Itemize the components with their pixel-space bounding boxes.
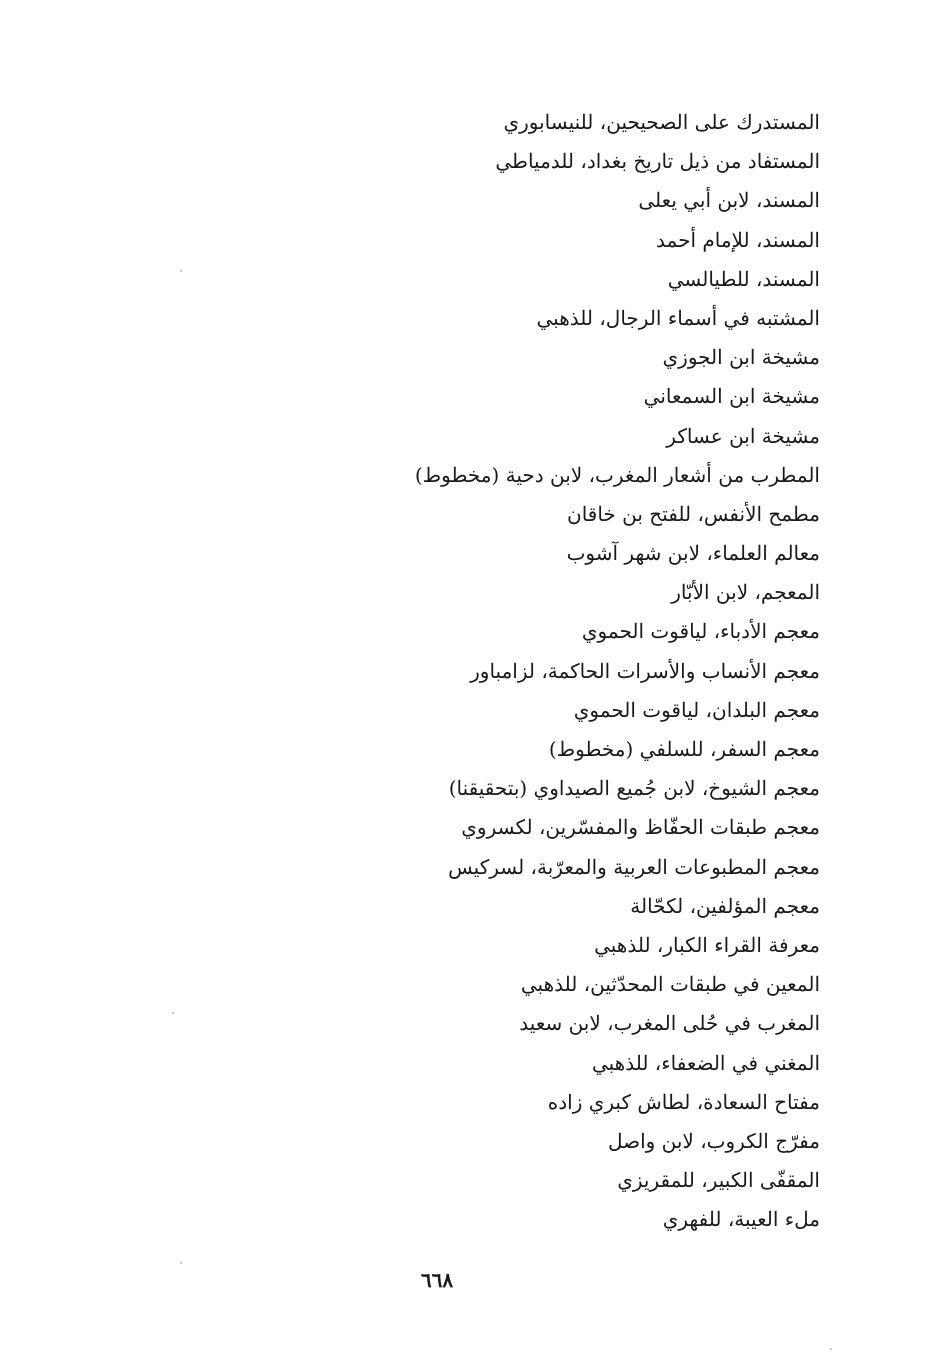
bibliography-entry: مفرّج الكروب، لابن واصل [607, 1128, 820, 1153]
bibliography-entry: مشيخة ابن السمعاني [643, 384, 820, 409]
page-number: ٦٦٨ [420, 1268, 454, 1292]
bibliography-entry: معجم البلدان، لياقوت الحموي [573, 697, 820, 722]
bibliography-entry: المسند، للطيالسي [667, 266, 820, 291]
scan-speck [180, 1262, 182, 1264]
bibliography-entry: معجم الأنساب والأسرات الحاكمة، لزامباور [470, 658, 820, 683]
bibliography-entry: معجم الأدباء، لياقوت الحموي [581, 619, 820, 644]
bibliography-entry: معجم الشيوخ، لابن جُميع الصيداوي (بتحقيقنا) [448, 776, 820, 801]
bibliography-entry: مشيخة ابن عساكر [666, 423, 820, 448]
bibliography-entry: مفتاح السعادة، لطاش كبري زاده [547, 1089, 820, 1114]
bibliography-entry: معرفة القراء الكبار، للذهبي [594, 932, 820, 957]
bibliography-entry: معالم العلماء، لابن شهر آشوب [566, 541, 820, 566]
scan-speck [830, 1348, 832, 1350]
bibliography-entry: المستفاد من ذيل تاريخ بغداد، للدمياطي [495, 149, 820, 174]
bibliography-entry: المقفّى الكبير، للمقريزي [617, 1168, 820, 1193]
bibliography-entry: المغني في الضعفاء، للذهبي [591, 1050, 820, 1075]
scan-speck [172, 1012, 174, 1014]
bibliography-entry: المعجم، لابن الأبّار [671, 580, 820, 605]
bibliography-entry: معجم طبقات الحفّاظ والمفسّرين، لكسروي [461, 815, 820, 840]
bibliography-entry: ملء العيبة، للفهري [662, 1207, 820, 1232]
bibliography-entry: معجم المؤلفين، لكحّالة [630, 893, 820, 918]
scan-speck [180, 270, 182, 272]
bibliography-entry: المسند، للإمام أحمد [656, 227, 820, 252]
bibliography-entry: المشتبه في أسماء الرجال، للذهبي [536, 305, 820, 330]
bibliography-entry: مطمح الأنفس، للفتح بن خاقان [567, 501, 820, 526]
bibliography-entry: المغرب في حُلى المغرب، لابن سعيد [519, 1011, 820, 1036]
bibliography-list [300, 103, 820, 1239]
bibliography-entry: المعين في طبقات المحدّثين، للذهبي [520, 972, 820, 997]
bibliography-entry: معجم المطبوعات العربية والمعرّبة، لسركيس [448, 854, 820, 879]
bibliography-entry: المسند، لابن أبي يعلى [638, 188, 820, 213]
bibliography-entry: مشيخة ابن الجوزي [662, 345, 820, 370]
bibliography-entry: معجم السفر، للسلفي (مخطوط) [548, 737, 820, 761]
bibliography-entry: المستدرك على الصحيحين، للنيسابوري [503, 110, 820, 134]
bibliography-entry: المطرب من أشعار المغرب، لابن دحية (مخطوط) [414, 462, 820, 487]
